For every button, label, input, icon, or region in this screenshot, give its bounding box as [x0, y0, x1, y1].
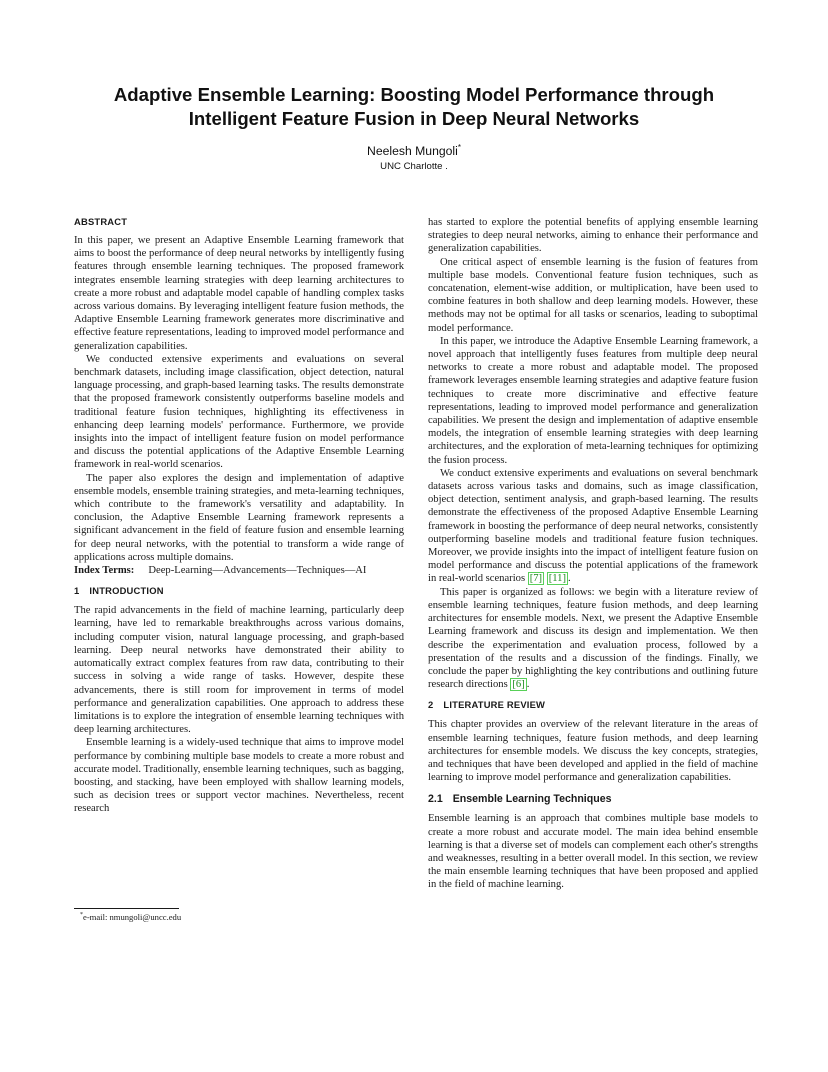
- intro-paragraph-5-text: We conduct extensive experiments and evaluations on several benchmark datasets across various tasks and domains, such as image classification, object detection, sentiment analysis, and graph-based learning. The results demonstrate the effectiveness of the proposed Adaptive Ensemble Learning framework in boosting the performance of deep neural networks, consistently outperforming baseline models and traditional feature fusion techniques. Moreover, we provide insights into the impact of intelligent feature fusion on model performance and discuss the potential applications of the framework in real-world scenarios: [428, 467, 758, 585]
- intro-paragraph-4: In this paper, we introduce the Adaptive Ensemble Learning framework, a novel approach that intelligently fuses features from multiple deep neural networks to create a more robust and adaptable model. The proposed framework leverages ensemble learning strategies and adaptive feature fusion techniques to create more discriminative and effective feature representations, leading to improved model performance and generalization capabilities. We present the design and implementation of adaptive ensemble models, the integration of ensemble learning strategies with deep learning architectures, and the exploration of meta-learning techniques for optimizing the fusion process.: [428, 335, 758, 466]
- abstract-paragraph-2: We conducted extensive experiments and evaluations on several benchmark datasets, including image classification, object detection, natural language processing, and graph-based learning tasks. The results demonstrate that the proposed framework consistently outperforms baseline models and traditional feature fusion techniques, highlighting its effectiveness in enhancing deep learning models' performance. Furthermore, we provide insights into the impact of intelligent feature fusion on model performance and discuss the potential applications of the Adaptive Ensemble Learning framework in real-world scenarios.: [74, 353, 404, 471]
- subsection-number: 2.1: [428, 793, 443, 806]
- index-terms-label: Index Terms:: [74, 565, 135, 577]
- footnote-text: e-mail: nmungoli@uncc.edu: [83, 912, 182, 922]
- intro-paragraph-5: [428, 467, 758, 586]
- right-column: [428, 216, 758, 892]
- citation-link-11[interactable]: [11]: [548, 573, 567, 585]
- arxiv-stamp-svg: [10, 266, 50, 756]
- section-heading-literature-review: [428, 699, 758, 711]
- subsection-title: Ensemble Learning Techniques: [452, 793, 612, 806]
- paper-title: Adaptive Ensemble Learning: Boosting Model Performance through Intelligent Feature Fusion in Deep Neural Networks: [113, 84, 715, 129]
- section-title: LITERATURE REVIEW: [443, 699, 546, 711]
- index-terms-text: Deep-Learning—Advancements—Techniques—AI: [148, 565, 367, 577]
- intro-paragraph-2: Ensemble learning is a widely-used technique that aims to improve model performance by combining multiple base models to create a more robust and accurate model. Traditionally, ensemble learning techniques, such as bagging, boosting, and stacking, have been employed with shallow learning models, such as decision trees or support vector machines. Nevertheless, recent research: [74, 737, 404, 815]
- left-column: [74, 216, 404, 816]
- abstract-heading: ABSTRACT: [74, 216, 128, 227]
- author-line: [70, 143, 758, 158]
- intro-paragraph-1: The rapid advancements in the field of machine learning, particularly deep learning, have led to remarkable breakthroughs across various domains, including computer vision, natural language processing, and graph-based learning. Deep neural networks have demonstrated their ability to automatically extract complex features from raw data, contributing to their success in solving a wide range of tasks. However, despite these advancements, there is still room for improvement in terms of model performance and generalization capabilities. One approach to address these limitations is to explore the integration of ensemble learning techniques with deep learning architectures.: [74, 605, 404, 736]
- footnote: [80, 912, 181, 922]
- intro-paragraph-2-continued: has started to explore the potential benefits of applying ensemble learning strategies to deep neural networks, aiming to enhance their performance and generalization capabilities.: [428, 217, 758, 255]
- citation-link-6[interactable]: [6]: [512, 679, 525, 691]
- citation-link-7[interactable]: [7]: [529, 573, 543, 585]
- author-name: Neelesh Mungoli: [367, 144, 458, 159]
- subsection-heading-ensemble: [428, 793, 758, 806]
- arxiv-side-stamp: [10, 266, 50, 756]
- section-title: INTRODUCTION: [89, 585, 164, 597]
- abstract-paragraph-3: The paper also explores the design and implementation of adaptive ensemble models, ensemble training strategies, and meta-learning techniques, which contribute to the framework's versatility and adaptability. In conclusion, the Adaptive Ensemble Learning framework represents a significant advancement in the field of feature fusion and ensemble learning for deep neural networks, with the potential to transform a wide range of applications across multiple domains.: [74, 472, 404, 563]
- intro-paragraph-6-text: This paper is organized as follows: we begin with a literature review of ensemble learning techniques, feature fusion methods, and deep learning architectures for ensemble models. Next, we present the Adaptive Ensemble Learning framework and discuss its design and implementation. We then describe the experimentation and evaluation process, followed by a presentation of the results and a discussion of the findings. Finally, we conclude the paper by highlighting the key contributions and outlining future research directions: [428, 586, 758, 691]
- intro-paragraph-6: [428, 586, 758, 692]
- section-number: 2: [428, 699, 434, 711]
- section-heading-introduction: [74, 585, 404, 597]
- section-number: 1: [74, 585, 80, 597]
- footnote-rule: [74, 908, 179, 909]
- footnote-mark: *: [80, 912, 83, 919]
- index-terms: [74, 564, 404, 577]
- literature-paragraph-1: This chapter provides an overview of the relevant literature in the areas of ensemble learning techniques, feature fusion methods, and deep learning architectures for ensemble models. We discuss the key concepts, strategies, and techniques that have been developed and applied in the field of machine learning to improve model performance and generalization capabilities.: [428, 719, 758, 784]
- intro-paragraph-5-end: .: [568, 573, 571, 585]
- affiliation: UNC Charlotte .: [380, 161, 448, 172]
- abstract-paragraph-1: In this paper, we present an Adaptive Ensemble Learning framework that aims to boost the performance of deep neural networks by intelligently fusing features through ensemble learning techniques. The proposed framework integrates ensemble learning strategies with deep learning architectures to create a more robust and adaptable model capable of handling complex tasks across various domains. By leveraging intelligent feature fusion methods, the Adaptive Ensemble Learning framework generates more discriminative and effective feature representations, leading to improved model performance and generalization capabilities.: [74, 235, 404, 352]
- intro-paragraph-6-end: .: [526, 679, 530, 691]
- ensemble-paragraph-1: Ensemble learning is an approach that combines multiple base models to create a more robust and accurate model. The main idea behind ensemble learning is that a diverse set of models can complement each other's strengths and weaknesses, resulting in a better overall model. In this section, we review the main ensemble learning techniques that have been proposed and applied in the field of machine learning.: [428, 813, 758, 891]
- intro-paragraph-3: One critical aspect of ensemble learning is the fusion of features from multiple base models. Conventional feature fusion techniques, such as concatenation, element-wise addition, or multiplication, have been used to combine features in both shallow and deep learning models. However, these methods may not be optimal for all tasks or scenarios, leading to suboptimal model performance.: [428, 256, 758, 334]
- author-footnote-mark: *: [457, 143, 461, 152]
